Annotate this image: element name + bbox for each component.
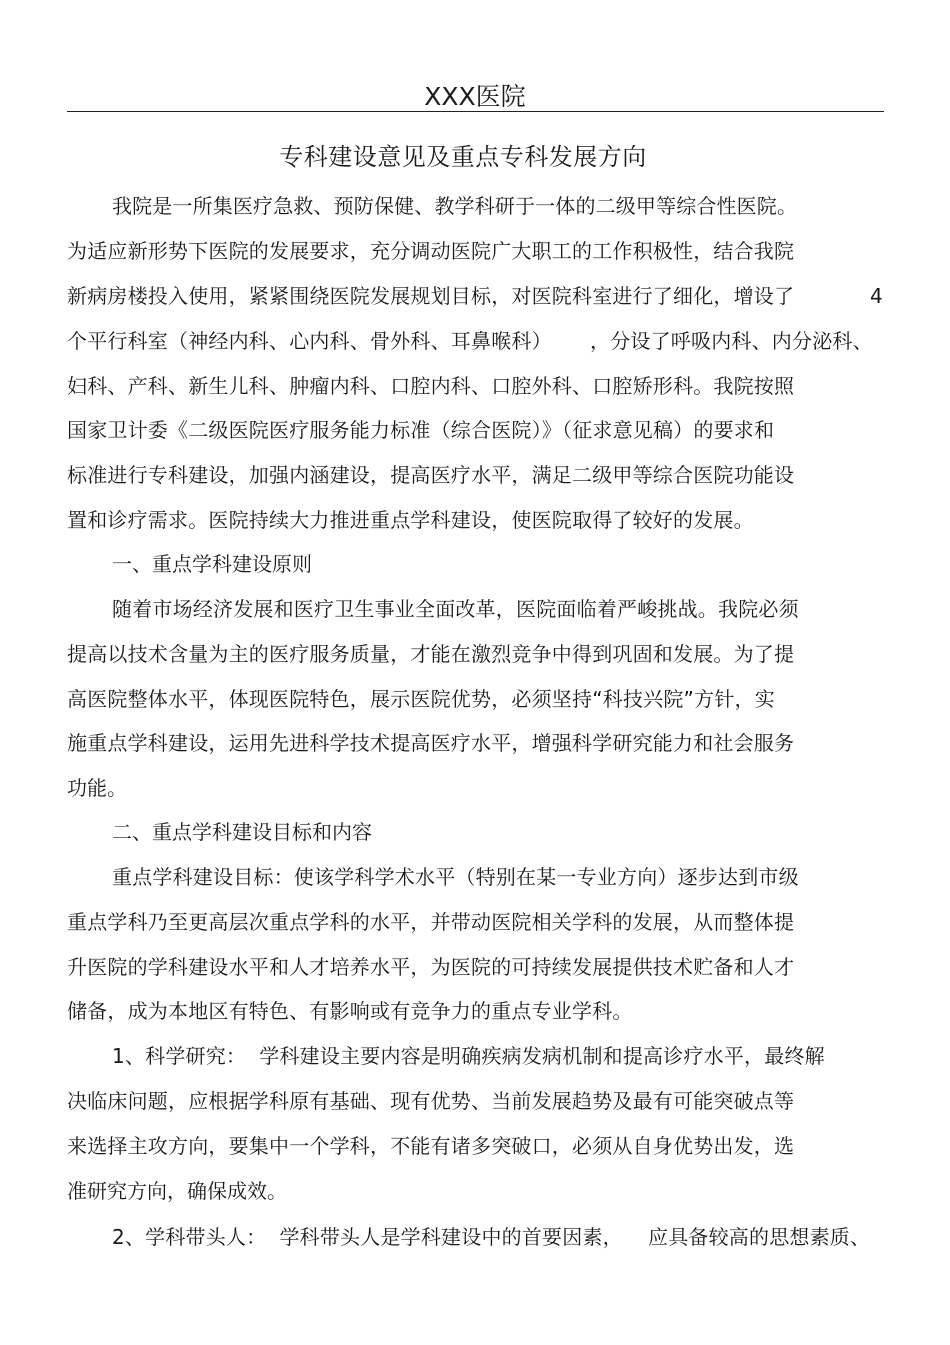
section-heading: 二、重点学科建设目标和内容: [112, 820, 372, 844]
section-heading: 一、重点学科建设原则: [112, 552, 312, 576]
paragraph-line: ，分设了呼吸内科、内分泌科、: [590, 329, 873, 353]
hospital-header: XXX医院: [424, 82, 526, 111]
paragraph-line: 来选择主攻方向，要集中一个学科，不能有诸多突破口，必须从自身优势出发，选: [67, 1134, 795, 1158]
paragraph-line: 随着市场经济发展和医疗卫生事业全面改革，医院面临着严峻挑战。我院必须: [112, 597, 799, 621]
paragraph-line: 升医院的学科建设水平和人才培养水平，为医院的可持续发展提供技术贮备和人才: [67, 955, 795, 979]
paragraph-line: 储备，成为本地区有特色、有影响或有竞争力的重点专业学科。: [67, 999, 633, 1023]
paragraph-line: 为适应新形势下医院的发展要求，充分调动医院广大职工的工作积极性，结合我院: [67, 239, 795, 263]
paragraph-line: 2、学科带头人： 学科带头人是学科建设中的首要因素，: [112, 1225, 623, 1249]
document-title: 专科建设意见及重点专科发展方向: [279, 143, 647, 171]
paragraph-line: 妇科、产科、新生儿科、肿瘤内科、口腔内科、口腔外科、口腔矫形科。我院按照: [67, 374, 795, 398]
header-divider: [67, 111, 884, 112]
paragraph-line: 新病房楼投入使用，紧紧围绕医院发展规划目标，对医院科室进行了细化，增设了: [67, 284, 795, 308]
paragraph-line: 置和诊疗需求。医院持续大力推进重点学科建设，使医院取得了较好的发展。: [67, 508, 754, 532]
paragraph-line: 提高以技术含量为主的医疗服务质量，才能在激烈竞争中得到巩固和发展。为了提: [67, 642, 795, 666]
paragraph-line: 高医院整体水平，体现医院特色，展示医院优势，必须坚持“科技兴院”方针，实: [67, 687, 775, 711]
paragraph-line: 决临床问题，应根据学科原有基础、现有优势、当前发展趋势及最有可能突破点等: [67, 1089, 795, 1113]
paragraph-line: 标准进行专科建设，加强内涵建设，提高医疗水平，满足二级甲等综合医院功能设: [67, 463, 795, 487]
paragraph-line: 施重点学科建设，运用先进科学技术提高医疗水平，增强科学研究能力和社会服务: [67, 731, 795, 755]
paragraph-line: 重点学科乃至更高层次重点学科的水平，并带动医院相关学科的发展，从而整体提: [67, 910, 795, 934]
paragraph-line: 个平行科室（神经内科、心内科、骨外科、耳鼻喉科）: [67, 329, 552, 353]
paragraph-line: 国家卫计委《二级医院医疗服务能力标准（综合医院）》（征求意见稿）的要求和: [67, 418, 775, 442]
paragraph-line: 应具备较高的思想素质、: [648, 1225, 871, 1249]
paragraph-line: 重点学科建设目标：使该学科学术水平（特别在某一专业方向）逐步达到市级: [112, 865, 799, 889]
paragraph-line: 我院是一所集医疗急救、预防保健、教学科研于一体的二级甲等综合性医院。: [112, 194, 798, 218]
paragraph-line: 功能。: [67, 776, 127, 800]
paragraph-line: 准研究方向，确保成效。: [67, 1179, 287, 1203]
paragraph-line: 4: [870, 284, 883, 308]
paragraph-line: 1、科学研究： 学科建设主要内容是明确疾病发病机制和提高诊疗水平，最终解: [112, 1044, 825, 1068]
